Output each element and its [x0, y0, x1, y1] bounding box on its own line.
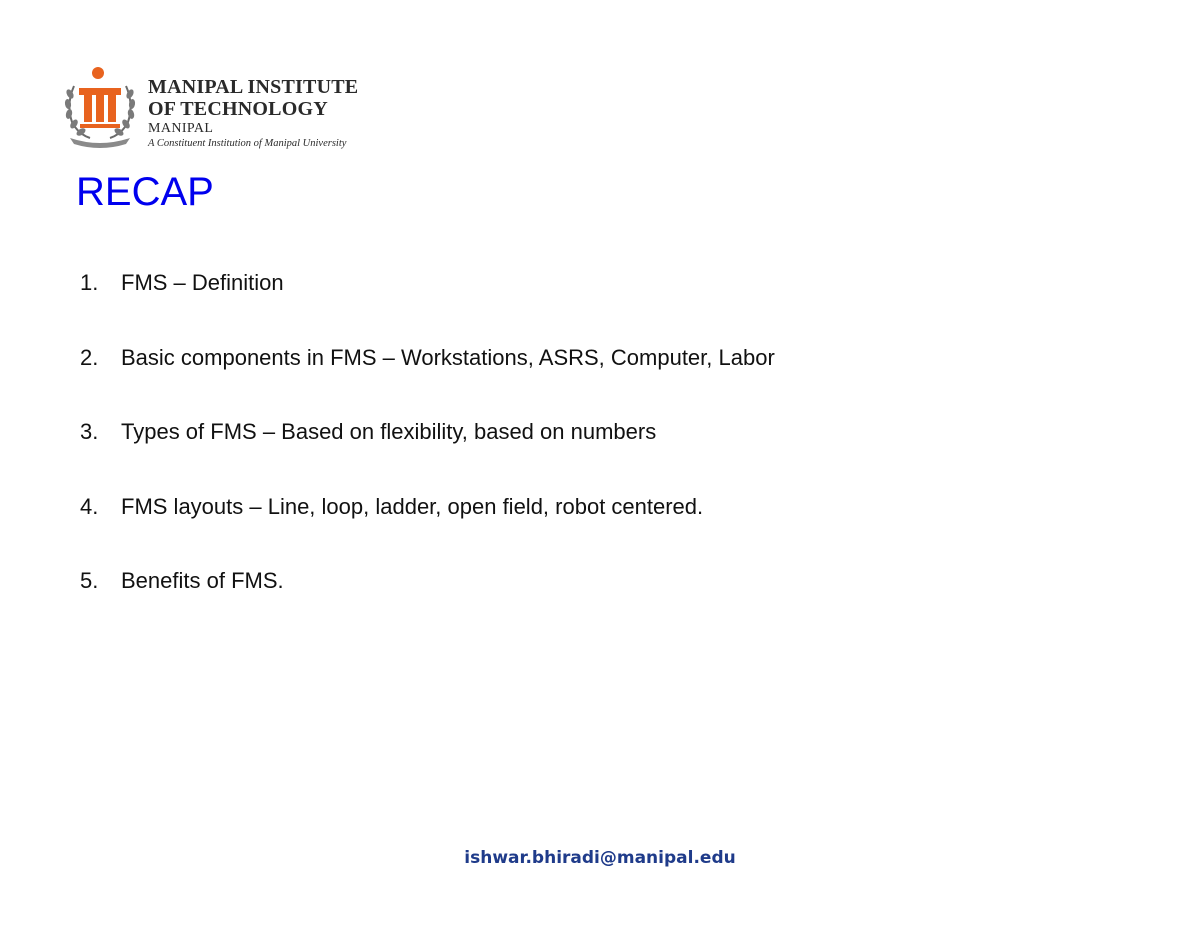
- list-item: [80, 568, 1080, 643]
- logo-tagline: A Constituent Institution of Manipal University: [148, 138, 347, 149]
- logo-name-line2: OF TECHNOLOGY: [148, 98, 328, 120]
- list-item-text: Benefits of FMS.: [121, 568, 284, 593]
- list-item-text: FMS – Definition: [121, 270, 284, 295]
- list-item: [80, 419, 1080, 494]
- list-item-number: 1.: [80, 270, 99, 295]
- list-item-number: 4.: [80, 493, 99, 519]
- list-item-text: Basic components in FMS – Workstations, ASRS, Computer, Labor: [121, 344, 775, 370]
- recap-list: [80, 270, 1080, 643]
- slide-title: RECAP: [76, 170, 214, 214]
- institute-emblem-icon: [60, 64, 140, 150]
- institute-logo: [60, 64, 400, 156]
- footer-email[interactable]: ishwar.bhiradi@manipal.edu: [464, 848, 736, 868]
- list-item-number: 2.: [80, 344, 99, 370]
- list-item: [80, 345, 1080, 420]
- list-item-number: 3.: [80, 419, 99, 444]
- list-item-text: Types of FMS – Based on flexibility, based on numbers: [121, 419, 657, 444]
- list-item: [80, 270, 1080, 345]
- list-item-text: FMS layouts – Line, loop, ladder, open field, robot centered.: [121, 493, 704, 519]
- list-item: [80, 494, 1080, 569]
- list-item-number: 5.: [80, 568, 99, 593]
- logo-name-line1: MANIPAL INSTITUTE: [148, 76, 359, 98]
- logo-location: MANIPAL: [148, 121, 214, 136]
